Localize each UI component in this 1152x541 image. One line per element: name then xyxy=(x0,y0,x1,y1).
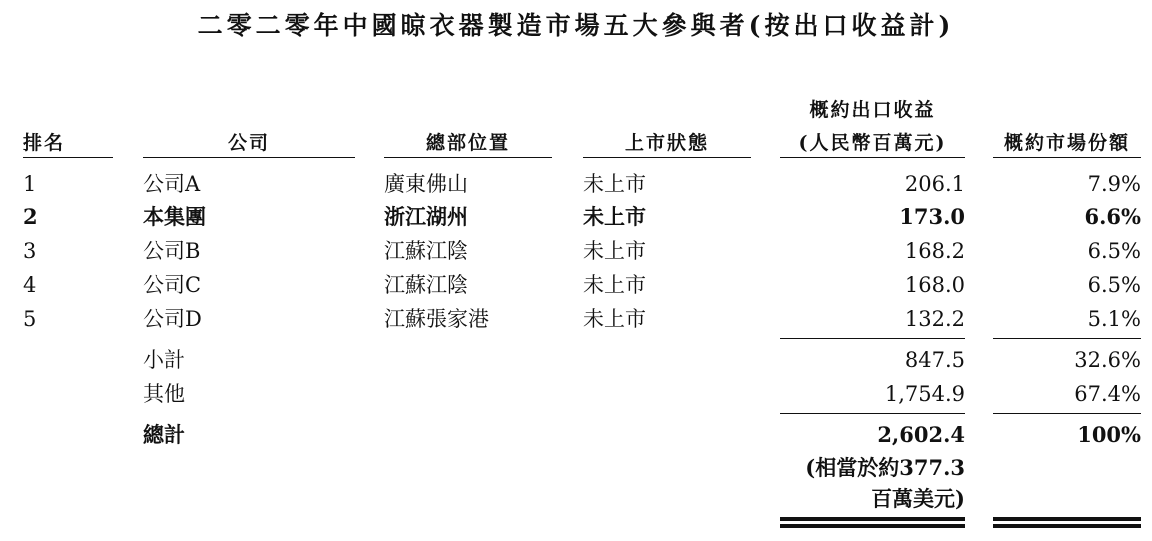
table-row-3-status: 未上市 xyxy=(583,239,646,263)
double-rule-share-bottom xyxy=(993,524,1141,528)
header-hq: 總部位置 xyxy=(425,132,510,154)
header-company: 公司 xyxy=(227,132,270,154)
others-share: 67.4% xyxy=(1074,382,1141,406)
table-row-4-hq: 江蘇江陰 xyxy=(384,273,468,297)
header-share: 概約市場份額 xyxy=(1003,132,1130,154)
table-row-5-rank: 5 xyxy=(23,307,37,331)
header-rule-company xyxy=(143,157,355,158)
table-row-4-status: 未上市 xyxy=(583,273,646,297)
table-row-5-status: 未上市 xyxy=(583,307,646,331)
table-row-4-share: 6.5% xyxy=(1087,273,1141,297)
table-row-2-share: 6.6% xyxy=(1084,204,1141,229)
table-row-3-share: 6.5% xyxy=(1087,239,1141,263)
table-row-3-revenue: 168.2 xyxy=(904,239,965,263)
header-rule-share xyxy=(993,157,1141,158)
table-row-2-revenue: 173.0 xyxy=(899,204,965,229)
table-row-4-company: 公司C xyxy=(143,273,202,297)
header-rule-revenue xyxy=(780,157,965,158)
header-rank: 排名 xyxy=(23,132,66,154)
table-row-1-revenue: 206.1 xyxy=(904,172,965,196)
table-row-2-hq: 浙江湖州 xyxy=(384,204,468,229)
header-revenue-line2: (人民幣百萬元) xyxy=(798,132,947,154)
total-rule-revenue xyxy=(780,413,965,414)
double-rule-revenue-top xyxy=(780,517,965,521)
total-note-line1: (相當於約377.3 xyxy=(805,455,965,480)
table-row-3-rank: 3 xyxy=(23,239,37,263)
table-row-5-share: 5.1% xyxy=(1087,307,1141,331)
table-row-1-company: 公司A xyxy=(143,172,201,196)
subtotal-revenue: 847.5 xyxy=(904,348,965,372)
page-title: 二零二零年中國晾衣器製造市場五大參與者(按出口收益計) xyxy=(197,11,955,40)
total-share: 100% xyxy=(1077,422,1141,447)
table-row-4-rank: 4 xyxy=(23,273,37,297)
total-note-line2: 百萬美元) xyxy=(871,486,965,511)
table-row-1-hq: 廣東佛山 xyxy=(384,172,468,196)
subtotal-rule-share xyxy=(993,338,1141,339)
table-row-3-company: 公司B xyxy=(143,239,201,263)
table-row-2-company: 本集團 xyxy=(143,204,206,229)
table-row-5-revenue: 132.2 xyxy=(904,307,965,331)
others-revenue: 1,754.9 xyxy=(884,382,965,406)
table-row-4-revenue: 168.0 xyxy=(904,273,965,297)
subtotal-share: 32.6% xyxy=(1074,348,1141,372)
subtotal-rule-revenue xyxy=(780,338,965,339)
table-row-3-hq: 江蘇江陰 xyxy=(384,239,468,263)
table-row-1-status: 未上市 xyxy=(583,172,646,196)
total-rule-share xyxy=(993,413,1141,414)
header-rule-rank xyxy=(23,157,113,158)
total-revenue: 2,602.4 xyxy=(877,422,965,447)
table-row-2-status: 未上市 xyxy=(583,204,646,229)
subtotal-label: 小計 xyxy=(143,348,185,372)
table-row-5-hq: 江蘇張家港 xyxy=(384,307,489,331)
header-status: 上市狀態 xyxy=(624,132,709,154)
header-rule-hq xyxy=(384,157,552,158)
header-rule-status xyxy=(583,157,751,158)
double-rule-share-top xyxy=(993,517,1141,521)
table-row-2-rank: 2 xyxy=(23,204,38,229)
table-row-1-share: 7.9% xyxy=(1087,172,1141,196)
total-label: 總計 xyxy=(143,422,185,447)
others-label: 其他 xyxy=(143,382,185,406)
table-row-5-company: 公司D xyxy=(143,307,202,331)
header-revenue-line1: 概約出口收益 xyxy=(809,99,936,121)
double-rule-revenue-bottom xyxy=(780,524,965,528)
table-row-1-rank: 1 xyxy=(23,172,37,196)
